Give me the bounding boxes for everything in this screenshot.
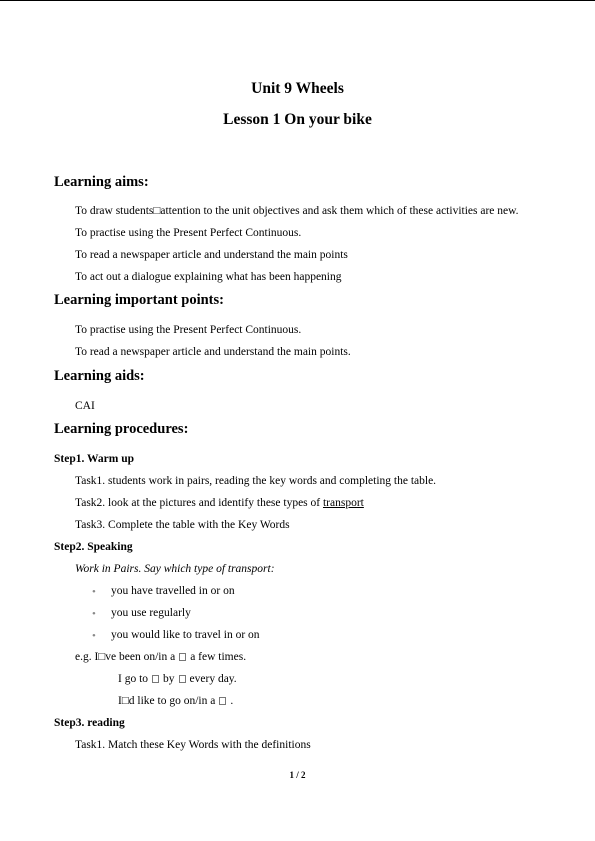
important-point-item: To practise using the Present Perfect Continuous. bbox=[75, 324, 302, 336]
example-text: by bbox=[163, 673, 175, 685]
step1-heading: Step1. Warm up bbox=[54, 453, 134, 465]
procedures-heading: Learning procedures: bbox=[54, 421, 189, 437]
step3-heading: Step3. reading bbox=[54, 717, 125, 729]
example-text: e.g. I□ve been on/in a bbox=[75, 651, 176, 663]
aims-item: To draw students□attention to the unit objectives and ask them which of these activities are new. bbox=[75, 205, 519, 217]
step2-bullet-item: you would like to travel in or on bbox=[111, 629, 260, 641]
example-line-3 bbox=[118, 695, 233, 707]
step2-instruction: Work in Pairs. Say which type of transport: bbox=[75, 563, 275, 575]
step2-heading: Step2. Speaking bbox=[54, 541, 133, 553]
bullet-icon: • bbox=[92, 608, 96, 620]
aims-item: To practise using the Present Perfect Continuous. bbox=[75, 227, 302, 239]
lesson-title: Lesson 1 On your bike bbox=[223, 111, 372, 128]
important-point-item: To read a newspaper article and understand the main points. bbox=[75, 346, 351, 358]
example-text: every day. bbox=[189, 673, 237, 685]
aims-item: To read a newspaper article and understand the main points bbox=[75, 249, 348, 261]
example-text: . bbox=[230, 695, 234, 707]
step1-task2-text: Task2. look at the pictures and identify these types of bbox=[75, 497, 323, 509]
step2-bullet-item: you use regularly bbox=[111, 607, 191, 619]
page-number: 1 / 2 bbox=[289, 770, 306, 780]
aids-heading: Learning aids: bbox=[54, 368, 145, 384]
example-text: a few times. bbox=[190, 651, 247, 663]
blank-box-icon bbox=[179, 653, 186, 661]
bullet-icon: • bbox=[92, 630, 96, 642]
aims-heading: Learning aims: bbox=[54, 174, 149, 190]
blank-box-icon bbox=[152, 675, 159, 683]
unit-title: Unit 9 Wheels bbox=[251, 80, 344, 97]
example-text: I□d like to go on/in a bbox=[118, 695, 216, 707]
step1-task2 bbox=[75, 497, 364, 509]
page-top-rule bbox=[0, 0, 595, 1]
example-line-2 bbox=[118, 673, 237, 685]
example-line-1 bbox=[75, 651, 246, 663]
bullet-icon: • bbox=[92, 586, 96, 598]
important-points-heading: Learning important points: bbox=[54, 292, 224, 308]
aims-item: To act out a dialogue explaining what has been happening bbox=[75, 271, 342, 283]
blank-box-icon bbox=[219, 697, 226, 705]
aids-item: CAI bbox=[75, 400, 95, 412]
step2-bullet-item: you have travelled in or on bbox=[111, 585, 235, 597]
blank-box-icon bbox=[179, 675, 186, 683]
transport-link[interactable]: transport bbox=[322, 497, 364, 509]
example-text: I go to bbox=[118, 673, 149, 685]
step1-task3: Task3. Complete the table with the Key Words bbox=[75, 519, 290, 531]
step3-task1: Task1. Match these Key Words with the definitions bbox=[75, 739, 311, 751]
step1-task1: Task1. students work in pairs, reading the key words and completing the table. bbox=[75, 475, 437, 487]
